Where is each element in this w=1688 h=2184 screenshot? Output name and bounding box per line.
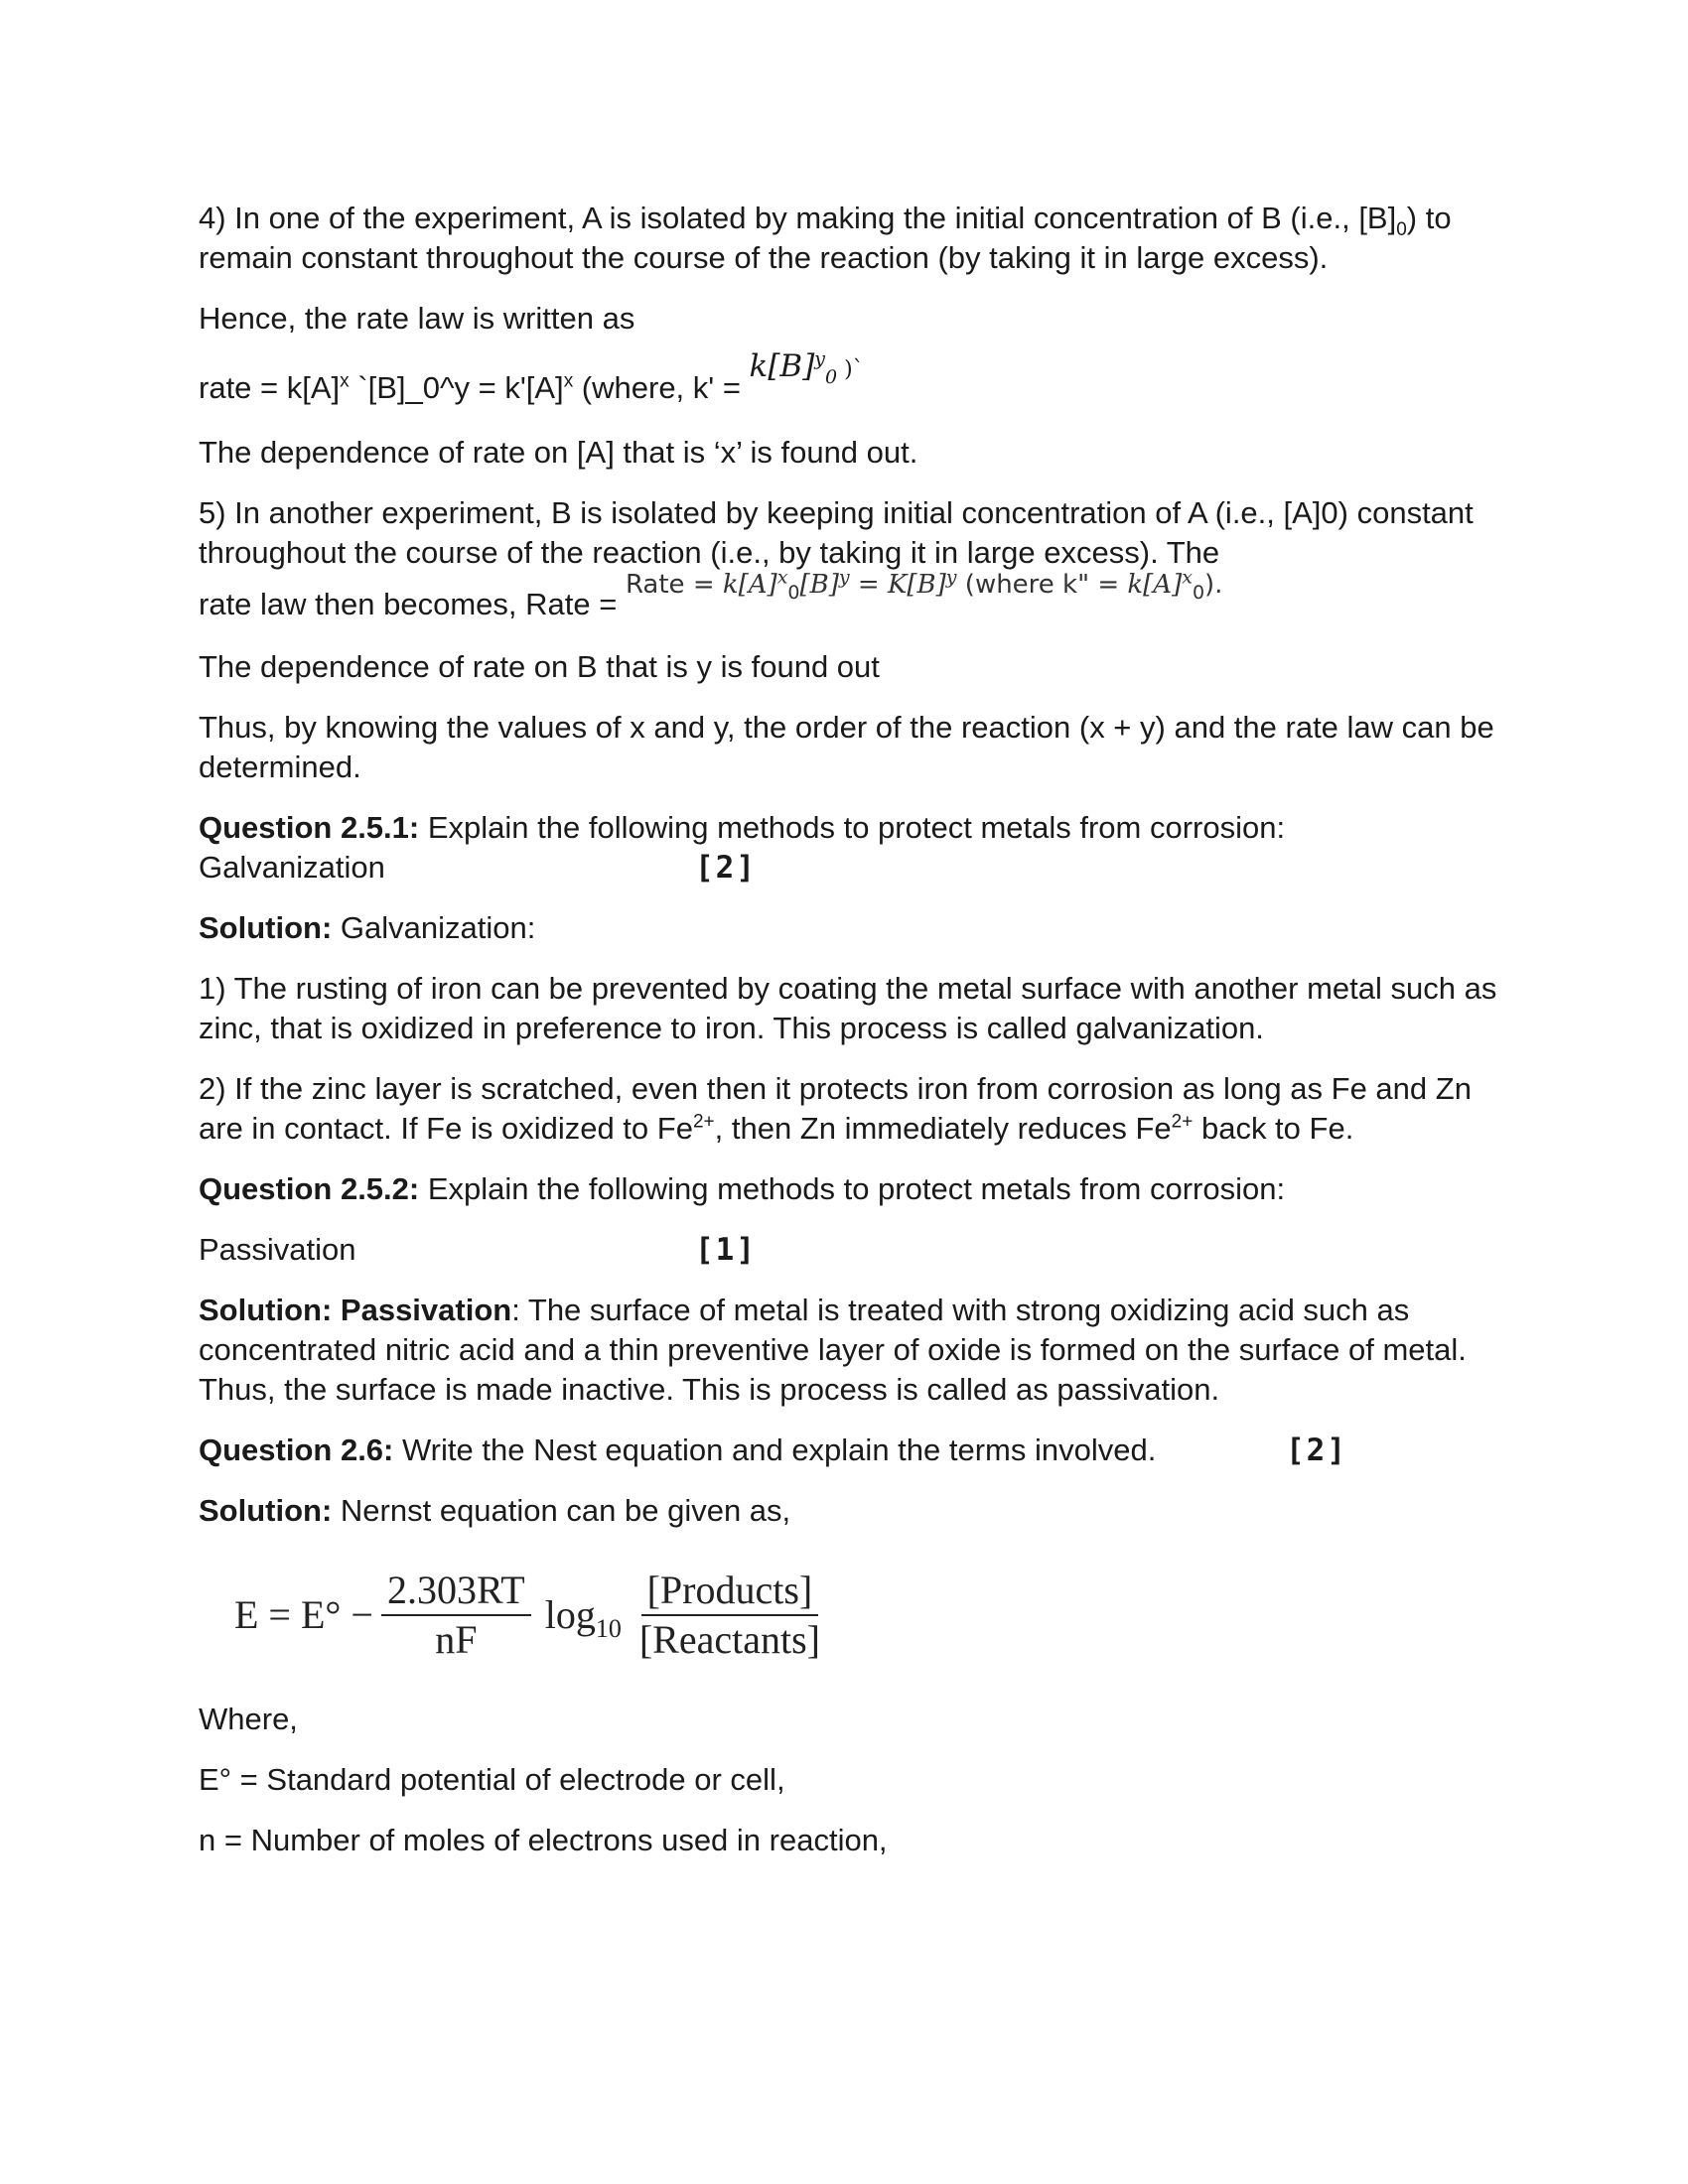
solution-2-6	[199, 1491, 1509, 1531]
question-label: Question 2.5.2:	[199, 1171, 420, 1206]
question-text: Explain the following methods to protect metals from corrosion:	[419, 810, 1286, 845]
marks-badge: [1]	[695, 1232, 757, 1268]
question-2-5-2	[199, 1169, 1509, 1209]
text: rate = k[A]	[199, 370, 341, 405]
solution-label: Solution:	[199, 910, 333, 945]
log-text: log	[544, 1592, 596, 1637]
superscript: x	[776, 566, 788, 589]
paragraph-hence: Hence, the rate law is written as	[199, 301, 635, 336]
solution-text: : The surface of metal is treated with strong oxidizing acid such as concentrated nitric acid and a thin preventive layer of oxide is formed on the surface of metal. Thus, the surface is made inactive. This is process is called as passivation.	[199, 1293, 1467, 1407]
solution-2-5-1-heading	[199, 908, 1509, 948]
marks-badge: [2]	[1286, 1433, 1347, 1468]
superscript: x	[1182, 566, 1193, 589]
solution-2-5-1-point-2	[199, 1069, 1509, 1149]
paragraph-step-5	[199, 493, 1509, 573]
text: , then Zn immediately reduces Fe	[714, 1111, 1172, 1146]
question-label: Question 2.5.1:	[199, 810, 420, 845]
formula-image-k-prime	[750, 346, 864, 390]
document-page	[199, 199, 1509, 1881]
superscript: 2+	[692, 1111, 715, 1133]
solution-label: Solution:	[199, 1493, 333, 1528]
superscript: y	[838, 566, 850, 589]
text: (where, k' =	[573, 370, 750, 405]
text: back to Fe.	[1193, 1111, 1354, 1146]
formula-text: k[A]	[1127, 570, 1183, 600]
denominator: [Reactants]	[638, 1617, 820, 1662]
question-label: Question 2.6:	[199, 1433, 394, 1467]
formula-text: ).	[1204, 570, 1223, 600]
solution-text: Galvanization:	[332, 910, 536, 945]
formula-text: (where k" =	[956, 570, 1128, 600]
fraction-products-reactants	[639, 1570, 820, 1660]
marks-badge: [2]	[695, 850, 757, 886]
superscript: y	[945, 566, 957, 589]
equation-lhs: E = E° −	[234, 1592, 373, 1637]
log-term	[544, 1592, 622, 1643]
text: 4) In one of the experiment, A is isolated by making the initial concentration of B (i.e., [B]	[199, 201, 1397, 235]
fraction-rt-nf	[381, 1570, 531, 1660]
formula-text: )`	[837, 357, 864, 382]
formula-text: Rate =	[625, 570, 723, 600]
formula-text: = K[B]	[849, 570, 946, 600]
question-2-5-1	[199, 808, 1509, 887]
subscript: 0	[787, 582, 800, 605]
text: `[B]_0^y = k'[A]	[349, 370, 564, 405]
solution-2-5-1-point-1: 1) The rusting of iron can be prevented by coating the metal surface with another metal such as zinc, that is oxidized in preference to iron. This process is called galvanization.	[199, 971, 1497, 1045]
text: 2) If the zinc layer is scratched, even then it protects iron from corrosion as long as Fe and Zn are in contact. If Fe is oxidized to Fe	[199, 1071, 1472, 1146]
question-text: Write the Nest equation and explain the terms involved.	[393, 1433, 1157, 1467]
rate-law-line	[199, 347, 1509, 412]
question-text: Explain the following methods to protect metals from corrosion:	[419, 1171, 1286, 1206]
solution-label: Solution: Passivation	[199, 1293, 512, 1327]
paragraph-dependence-b: The dependence of rate on B that is y is found out	[199, 649, 880, 684]
denominator: nF	[435, 1617, 478, 1662]
superscript: x	[340, 370, 350, 392]
paragraph-dependence-a: The dependence of rate on [A] that is ‘x’ is found out.	[199, 435, 918, 470]
nernst-equation	[234, 1570, 1509, 1660]
term-e-standard: E° = Standard potential of electrode or cell,	[199, 1762, 785, 1797]
text: ) to remain constant throughout the course of the reaction (by taking it in large excess).	[199, 201, 1452, 275]
formula-text: k[A]	[722, 570, 777, 600]
formula-text: k[B]	[749, 348, 815, 384]
log-base: 10	[595, 1614, 622, 1643]
subscript: 0	[825, 366, 838, 389]
text: rate law then becomes, Rate =	[199, 587, 626, 621]
numerator: [Products]	[641, 1570, 819, 1616]
formula-image-rate-b	[626, 565, 1223, 605]
subscript: 0	[1192, 582, 1205, 605]
term-n-electrons: n = Number of moles of electrons used in reaction,	[199, 1823, 888, 1857]
formula-text: [B]	[799, 570, 839, 600]
question-topic: Passivation	[199, 1232, 356, 1267]
subscript: 0	[1396, 219, 1407, 241]
superscript: y	[814, 347, 826, 370]
rate-law-b-line	[199, 566, 1509, 626]
paragraph-thus: Thus, by knowing the values of x and y, the order of the reaction (x + y) and the rate law can be determined.	[199, 710, 1494, 784]
superscript: 2+	[1171, 1111, 1194, 1133]
superscript: x	[563, 370, 574, 392]
question-2-6	[199, 1431, 1509, 1470]
solution-text: Nernst equation can be given as,	[332, 1493, 791, 1528]
question-2-5-2-topic	[199, 1230, 1509, 1270]
solution-2-5-2	[199, 1291, 1509, 1410]
paragraph-step-4	[199, 199, 1509, 278]
numerator: 2.303RT	[381, 1570, 531, 1616]
text: 5) In another experiment, B is isolated by keeping initial concentration of A (i.e., [A]0) constant throughout the course of the reaction (i.e., by taking it in large excess). The	[199, 495, 1474, 570]
question-topic: Galvanization	[199, 850, 385, 885]
paragraph-where: Where,	[199, 1702, 298, 1736]
